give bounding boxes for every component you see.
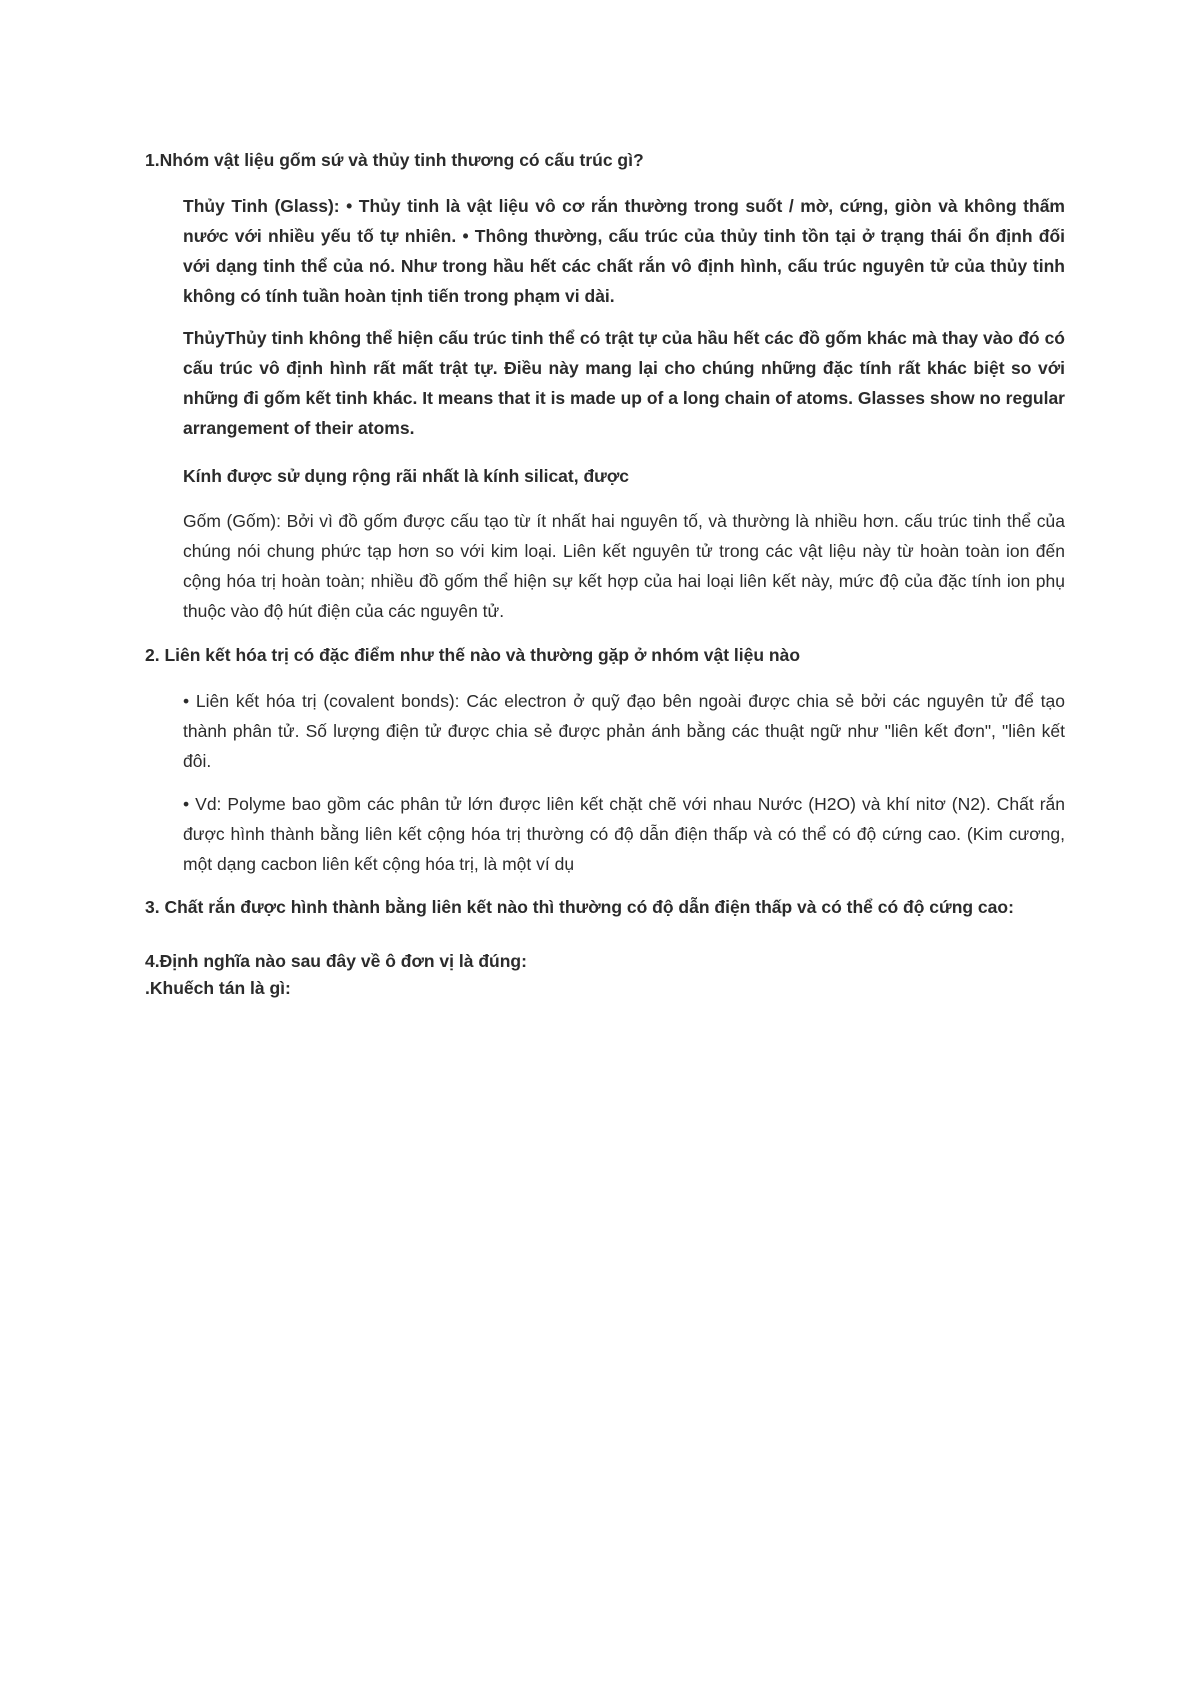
glass-structure-paragraph: ThủyThủy tinh không thể hiện cấu trúc tinh thể có trật tự của hầu hết các đồ gốm khác mà thay vào đó có cấu trúc vô định hình rất mất trật tự. Điều này mang lại cho chúng những đặc tính rất khác biệt so với những đi gốm kết tinh khác. It means that it is made up of a long chain of atoms. Glasses show no regular arrangement of their atoms. bbox=[183, 328, 1065, 438]
question-4-title: 4.Định nghĩa nào sau đây về ô đơn vị là đúng: bbox=[145, 951, 527, 971]
silicate-glass-line: Kính được sử dụng rộng rãi nhất là kính silicat, được bbox=[183, 466, 630, 486]
question-5-title: .Khuếch tán là gì: bbox=[145, 978, 291, 998]
covalent-bond-paragraph: • Liên kết hóa trị (covalent bonds): Các electron ở quỹ đạo bên ngoài được chia sẻ bởi các nguyên tử để tạo thành phân tử. Số lượng điện tử được chia sẻ được phản ánh bằng các thuật ngữ như "liên kết đơn", "liên kết đôi. bbox=[183, 691, 1065, 771]
example-paragraph: • Vd: Polyme bao gồm các phân tử lớn được liên kết chặt chẽ với nhau Nước (H2O) và khí nitơ (N2). Chất rắn được hình thành bằng liên kết cộng hóa trị thường có độ dẫn điện thấp và có thể có độ cứng cao. (Kim cương, một dạng cacbon liên kết cộng hóa trị, là một ví dụ bbox=[183, 794, 1065, 874]
question-3-title: 3. Chất rắn được hình thành bằng liên kết nào thì thường có độ dẫn điện thấp và có thể có độ cứng cao: bbox=[145, 897, 1014, 917]
ceramics-paragraph: Gốm (Gốm): Bởi vì đồ gốm được cấu tạo từ ít nhất hai nguyên tố, và thường là nhiều hơn. cấu trúc tinh thể của chúng nói chung phức tạp hơn so với kim loại. Liên kết nguyên tử trong các vật liệu này từ hoàn toàn ion đến cộng hóa trị hoàn toàn; nhiều đồ gốm thể hiện sự kết hợp của hai loại liên kết này, mức độ của đặc tính ion phụ thuộc vào độ hút điện của các nguyên tử. bbox=[183, 511, 1065, 621]
glass-paragraph: Thủy Tinh (Glass): • Thủy tinh là vật liệu vô cơ rắn thường trong suốt / mờ, cứng, giòn và không thấm nước với nhiều yếu tố tự nhiên. • Thông thường, cấu trúc của thủy tinh tồn tại ở trạng thái ổn định đối với dạng tinh thể của nó. Như trong hầu hết các chất rắn vô định hình, cấu trúc nguyên tử của thủy tinh không có tính tuần hoàn tịnh tiến trong phạm vi dài. bbox=[183, 196, 1065, 306]
question-1-title: 1.Nhóm vật liệu gốm sứ và thủy tinh thương có cấu trúc gì? bbox=[145, 150, 644, 170]
question-2-title: 2. Liên kết hóa trị có đặc điểm như thế nào và thường gặp ở nhóm vật liệu nào bbox=[145, 645, 801, 665]
